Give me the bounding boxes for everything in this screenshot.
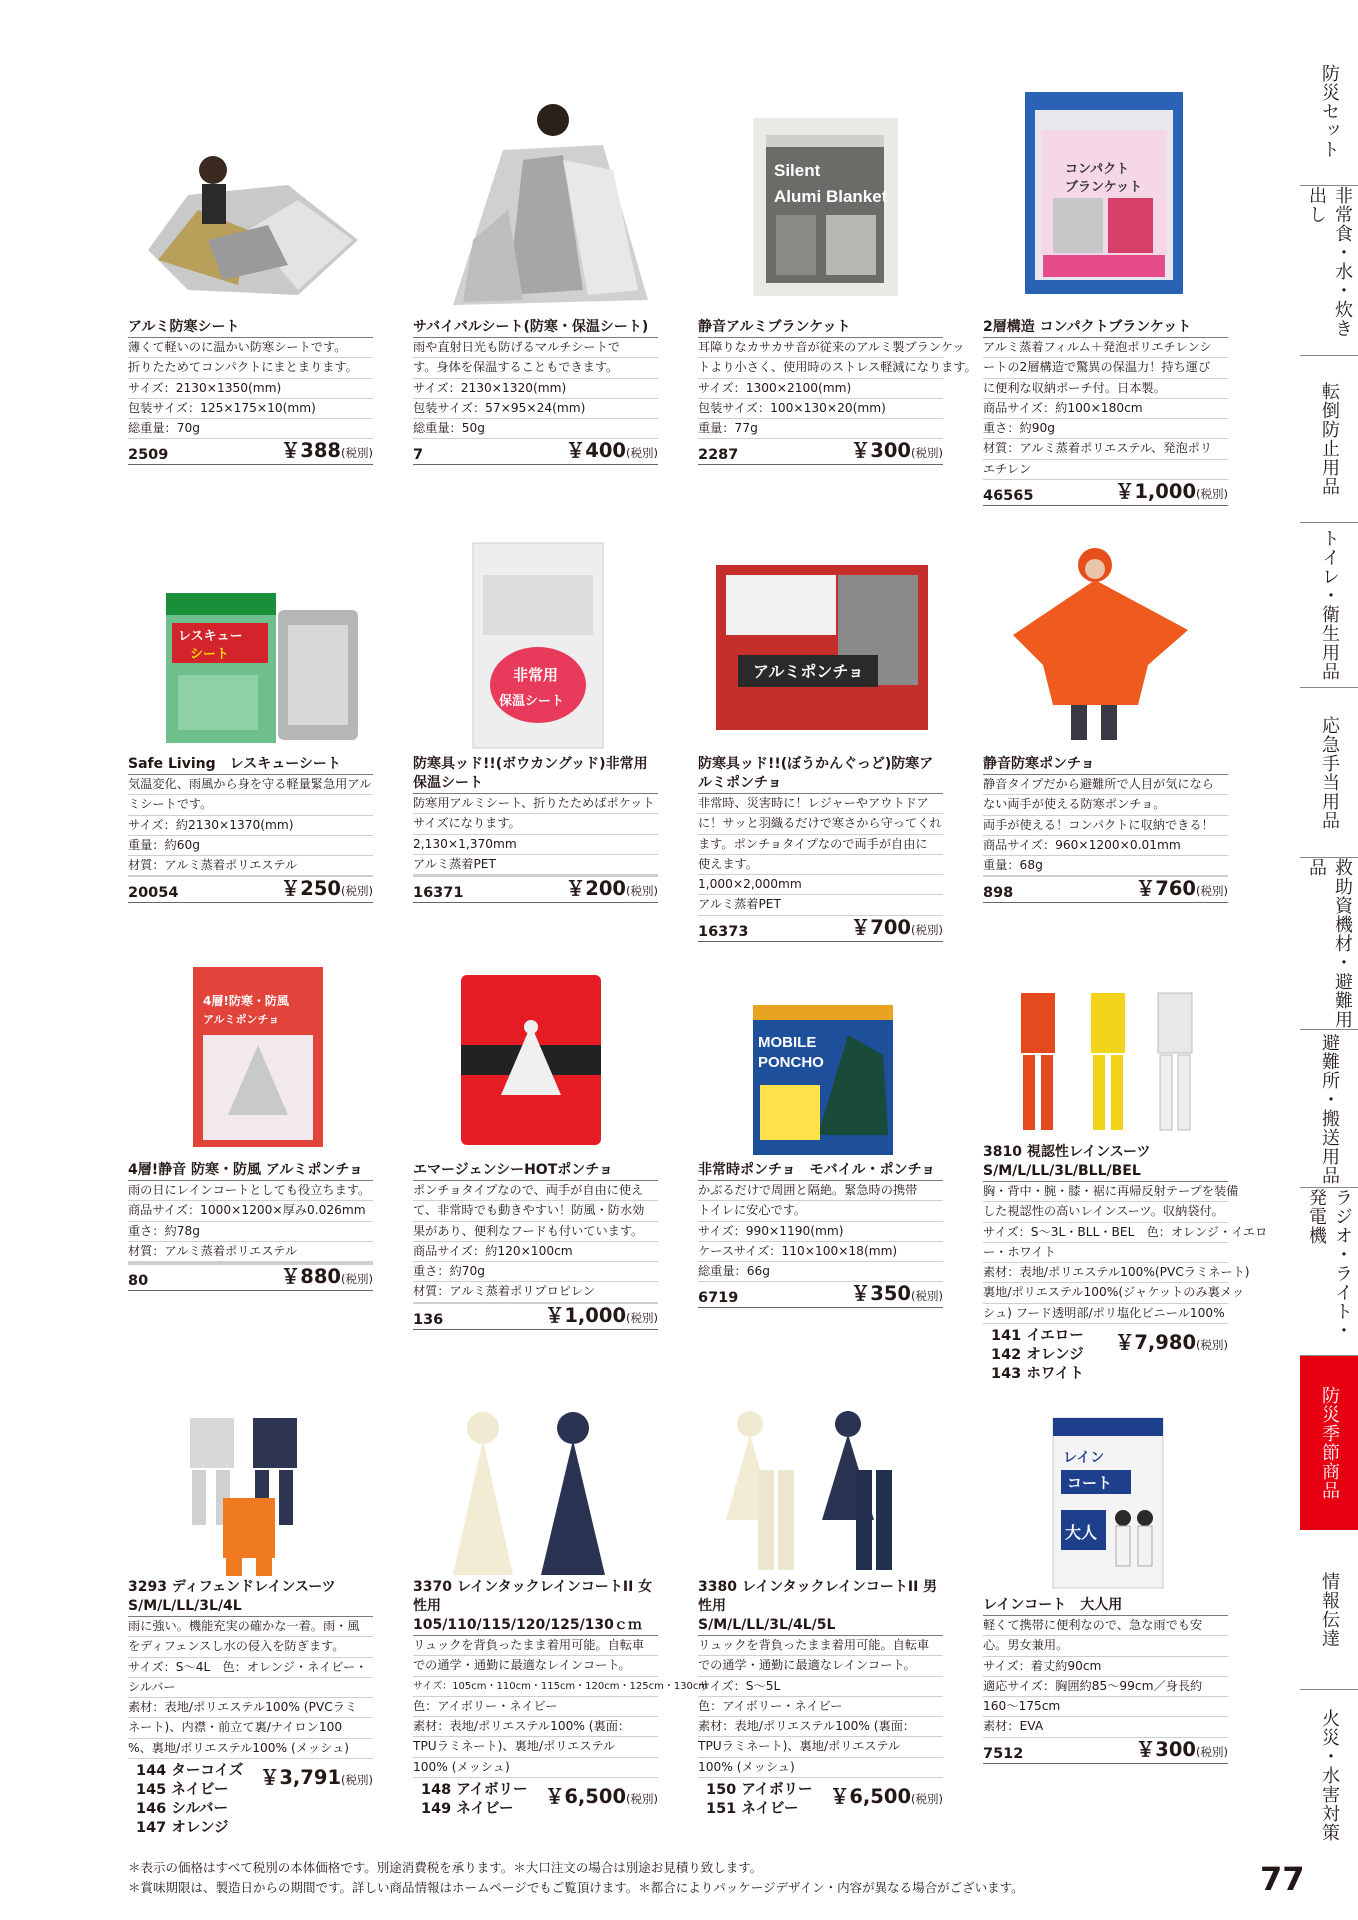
price-value: ￥350: [850, 1282, 912, 1306]
tab-seasonal-items[interactable]: [1300, 1356, 1358, 1530]
product-desc-line: 素材：表地/ポリエステル100% (PVCラミ: [128, 1698, 373, 1718]
tab-label: 応急手当用品: [1319, 715, 1340, 830]
tax-label: (税別): [341, 446, 373, 461]
product-desc-line: シュ) フード透明部/ポリ塩化ビニール100%: [983, 1304, 1228, 1324]
product-image-silent-blanket: [698, 90, 943, 318]
price-row: [413, 877, 658, 903]
product-desc-line: アルミ蒸着フィルム＋発泡ポリエチレンシ: [983, 338, 1228, 358]
product-desc-line: トより小さく、使用時のストレス軽減になります。: [698, 358, 943, 378]
product-image-hot-poncho: [413, 965, 658, 1161]
product-desc-line: 使えます。: [698, 855, 943, 875]
product-name: エマージェンシーHOTポンチョ: [413, 1161, 658, 1181]
product-name: 3380 レインタックレインコートII 男性用: [698, 1579, 938, 1614]
variant-item: 141 イエロー: [991, 1328, 1084, 1345]
price-value: ￥1,000: [1114, 480, 1197, 504]
price: [281, 1261, 373, 1289]
product-name: Safe Living レスキューシート: [128, 755, 373, 775]
tab-label: 火災・水害対策: [1319, 1708, 1340, 1842]
product-desc-line: ートの2層構造で驚異の保温力！持ち運び: [983, 358, 1228, 378]
product-desc-line: リュックを背負ったまま着用可能。自転車: [698, 1636, 943, 1656]
product-desc-line: 100% (メッシュ): [698, 1758, 943, 1778]
price: [851, 435, 943, 463]
price-value: ￥250: [280, 877, 342, 901]
product-desc-line: 色：アイボリー・ネイビー: [413, 1697, 658, 1717]
tab-disaster-set[interactable]: [1300, 38, 1358, 186]
package-label: 非常用: [513, 666, 559, 684]
tax-label: (税別): [911, 1289, 943, 1304]
product-desc-line: での通学・通勤に最適なレインコート。: [413, 1656, 658, 1676]
variant-item: 148 アイボリー: [421, 1782, 528, 1799]
product-desc-line: 雨に強い。機能充実の確かな一着。雨・風: [128, 1617, 373, 1637]
product-name: 3810 視認性レインスーツ: [983, 1144, 1151, 1160]
variant-item: 146 シルバー: [136, 1801, 228, 1818]
footer-notes: [128, 1858, 1024, 1898]
product-desc-line: TPUラミネート)、裏地/ポリエステル: [698, 1737, 943, 1757]
price-row: [413, 439, 658, 465]
product-desc-line: ない両手が使える防寒ポンチョ。: [983, 795, 1228, 815]
price: [851, 912, 943, 940]
price-value: ￥400: [565, 439, 627, 463]
product-name: 2層構造 コンパクトブランケット: [983, 318, 1228, 338]
product-desc-line: 総重量：50g: [413, 419, 658, 439]
tax-label: (税別): [626, 884, 658, 899]
product-desc-line: 材質：アルミ蒸着ポリプロピレン: [413, 1282, 658, 1302]
product-desc-line: した視認性の高いレインスーツ。収納袋付。: [983, 1202, 1228, 1222]
tax-label: (税別): [911, 922, 943, 937]
product-desc-line: 適応サイズ：胸囲約85〜99cm／身長約: [983, 1677, 1228, 1697]
price: [566, 435, 658, 463]
product-desc-line: かぶるだけで周囲と隔絶。緊急時の携帯: [698, 1181, 943, 1201]
product-desc-line: サイズ：着丈約90cm: [983, 1657, 1228, 1677]
product-desc-line: TPUラミネート)、裏地/ポリエステル: [413, 1737, 658, 1757]
product-desc-line: 軽くて携帯に便利なので、急な雨でも安: [983, 1616, 1228, 1636]
product-image-mens-raincoat: [698, 1400, 943, 1578]
tab-communication[interactable]: [1300, 1530, 1358, 1690]
product-desc-line: 材質：アルミ蒸着ポリエステル: [128, 1242, 373, 1262]
product-code: 6719: [698, 1290, 739, 1307]
price-value: ￥3,791: [259, 1766, 342, 1790]
package-label: シート: [190, 647, 230, 662]
product-desc-line: 薄くて軽いのに温かい防寒シートです。: [128, 338, 373, 358]
price-row: [983, 1324, 1228, 1384]
tab-label: 情報伝達: [1319, 1571, 1340, 1648]
product-name-sizes: S/M/L/LL/3L/4L/5L: [698, 1616, 943, 1636]
product-desc-line: エチレン: [983, 460, 1228, 480]
tax-label: (税別): [626, 446, 658, 461]
product-desc-line: サイズ：約2130×1370(mm): [128, 816, 373, 836]
product-image-defend-rainsuit: [128, 1400, 373, 1578]
product-code: 2509: [128, 447, 169, 464]
tab-label: 避難所・搬送用品: [1319, 1032, 1340, 1185]
product-desc-line: 商品サイズ：約120×100cm: [413, 1242, 658, 1262]
product-name: 3293 ディフェンドレインスーツ: [128, 1579, 336, 1595]
price-value: ￥300: [850, 439, 912, 463]
product-desc-line: 心。男女兼用。: [983, 1636, 1228, 1656]
price: [1115, 1327, 1228, 1355]
package-label: コンパクト: [1065, 162, 1130, 177]
product-image-thermal-sheet: [413, 535, 658, 755]
product-desc-line: 2,130×1,370mm: [413, 835, 658, 855]
product-code: 16373: [698, 923, 749, 940]
tab-label: ラジオ・ライト・発電機: [1306, 1188, 1353, 1340]
product-desc-line: 包装サイズ：125×175×10(mm): [128, 399, 373, 419]
tax-label: (税別): [341, 1272, 373, 1287]
tax-label: (税別): [1196, 884, 1228, 899]
variant-item: 142 オレンジ: [991, 1347, 1084, 1364]
product-desc-line: 素材：表地/ポリエステル100%(PVCラミネート): [983, 1263, 1228, 1283]
product-desc-line: 商品サイズ：約100×180cm: [983, 399, 1228, 419]
product-desc-line: 総重量：70g: [128, 419, 373, 439]
package-label: Alumi Blanket: [774, 187, 888, 206]
product-image-4layer-poncho: [128, 965, 373, 1161]
product-desc-line: て、非常時でも動きやすい！防風・防水効: [413, 1201, 658, 1221]
product-desc-line: リュックを背負ったまま着用可能。自転車: [413, 1636, 658, 1656]
package-label: アルミポンチョ: [753, 662, 864, 681]
product-desc-line: サイズ：S〜3L・BLL・BEL 色：オレンジ・イエロ: [983, 1223, 1228, 1243]
tab-radio-light[interactable]: [1300, 1188, 1358, 1356]
product-code: 7512: [983, 1745, 1024, 1762]
product-desc-line: 果があり、便利なフードも付いています。: [413, 1222, 658, 1242]
tab-label: 救助資機材・避難用品: [1306, 858, 1353, 1029]
product-image-mobile-poncho: [698, 965, 943, 1161]
price: [260, 1762, 373, 1790]
footer-note: ＊表示の価格はすべて税別の本体価格です。別途消費税を承ります。＊大口注文の場合は別途お見積り致します。: [128, 1860, 763, 1875]
tax-label: (税別): [341, 884, 373, 899]
product-desc-line: %、裏地/ポリエステル100% (メッシュ): [128, 1739, 373, 1759]
package-label: アルミポンチョ: [203, 1013, 280, 1026]
product-desc-line: をディフェンスし水の侵入を防ぎます。: [128, 1637, 373, 1657]
tax-label: (税別): [911, 1792, 943, 1807]
product-desc-line: 素材：表地/ポリエステル100% (裏面：: [698, 1717, 943, 1737]
price-row: [128, 439, 373, 465]
product-name: 3370 レインタックレインコートII 女性用: [413, 1579, 653, 1614]
price-value: ￥1,000: [544, 1303, 627, 1327]
product-desc-line: 160〜175cm: [983, 1697, 1228, 1717]
variant-list: [698, 1781, 813, 1819]
product-image-silent-poncho: [983, 535, 1228, 755]
tax-label: (税別): [1196, 1338, 1228, 1353]
product-desc-line: サイズ：S〜5L: [698, 1677, 943, 1697]
price-value: ￥760: [1135, 877, 1197, 901]
product-desc-line: す。身体を保温することもできます。: [413, 358, 658, 378]
tab-emergency-food[interactable]: [1300, 186, 1358, 356]
variant-list: [128, 1762, 243, 1838]
variant-item: 149 ネイビー: [421, 1801, 514, 1818]
product-desc-line: 折りたためてコンパクトにまとまります。: [128, 358, 373, 378]
price-row: [413, 1778, 658, 1819]
package-label: Silent: [774, 161, 821, 180]
product-desc-line: サイズ：990×1190(mm): [698, 1222, 943, 1242]
product-image-visibility-rainsuit: [983, 965, 1228, 1143]
product-desc-line: に便利な収納ポーチ付。日本製。: [983, 379, 1228, 399]
product-code: 46565: [983, 488, 1034, 505]
price: [281, 435, 373, 463]
price-row: [983, 1738, 1228, 1764]
price-value: ￥7,980: [1114, 1331, 1197, 1355]
product-desc-line: トイレに安心です。: [698, 1201, 943, 1221]
variant-list: [413, 1781, 528, 1819]
price-value: ￥200: [565, 877, 627, 901]
product-image-compact-blanket: [983, 90, 1228, 318]
tab-rescue-equipment[interactable]: [1300, 858, 1358, 1030]
product-desc-line: 雨の日にレインコートとしても役立ちます。: [128, 1181, 373, 1201]
product-name: 静音防寒ポンチョ: [983, 755, 1228, 775]
product-desc-line: ポンチョタイプなので、両手が自由に使え: [413, 1181, 658, 1201]
product-desc-line: での通学・通勤に最適なレインコート。: [698, 1656, 943, 1676]
product-name-sizes: S/M/L/LL/3L/4L: [128, 1597, 373, 1617]
product-desc-line: サイズになります。: [413, 814, 658, 834]
variant-item: 151 ネイビー: [706, 1801, 799, 1818]
price-row: [128, 877, 373, 903]
tax-label: (税別): [1196, 487, 1228, 502]
price-value: ￥6,500: [829, 1785, 912, 1809]
product-desc-line: 雨や直射日光も防げるマルチシートで: [413, 338, 658, 358]
product-code: 2287: [698, 447, 739, 464]
tab-fire-flood[interactable]: [1300, 1690, 1358, 1860]
product-name-sizes: S/M/L/LL/3L/BLL/BEL: [983, 1162, 1228, 1182]
product-desc-line: サイズ：1300×2100(mm): [698, 379, 943, 399]
product-code: 136: [413, 1311, 444, 1328]
product-code: 16371: [413, 885, 464, 902]
tab-label: 転倒防止用品: [1319, 382, 1340, 496]
product-desc-line: サイズ：105cm・110cm・115cm・120cm・125cm・130cm: [413, 1677, 658, 1697]
price: [566, 873, 658, 901]
product-image-aluminum-sheet: [128, 90, 373, 318]
product-desc-line: 商品サイズ：960×1200×0.01mm: [983, 836, 1228, 856]
product-desc-line: 材質：アルミ蒸着ポリエステル、発泡ポリ: [983, 439, 1228, 459]
tab-shelter-transport[interactable]: [1300, 1030, 1358, 1188]
price-value: ￥6,500: [544, 1785, 627, 1809]
price-row: [983, 480, 1228, 506]
variant-item: 147 オレンジ: [136, 1820, 229, 1837]
product-image-survival-sheet: [413, 90, 658, 318]
product-desc-line: サイズ：2130×1350(mm): [128, 379, 373, 399]
tax-label: (税別): [626, 1792, 658, 1807]
product-desc-line: に！サッと羽織るだけで寒さから守ってくれ: [698, 814, 943, 834]
page-number: 77: [1260, 1860, 1305, 1898]
product-desc-line: サイズ：2130×1320(mm): [413, 379, 658, 399]
product-desc-line: ー・ホワイト: [983, 1243, 1228, 1263]
tax-label: (税別): [341, 1773, 373, 1788]
product-desc-line: 耳障りなカサカサ音が従来のアルミ製ブランケッ: [698, 338, 943, 358]
price-row: [698, 1778, 943, 1819]
product-desc-line: 重さ：約70g: [413, 1262, 658, 1282]
price: [830, 1781, 943, 1809]
price-row: [698, 439, 943, 465]
product-code: 898: [983, 885, 1014, 902]
package-label: 保温シート: [499, 694, 565, 709]
price-value: ￥300: [1135, 1737, 1197, 1761]
product-code: 7: [413, 447, 424, 464]
product-name: レインコート 大人用: [983, 1596, 1228, 1616]
product-desc-line: 重さ：約78g: [128, 1222, 373, 1242]
tab-label: トイレ・衛生用品: [1319, 529, 1340, 681]
price-value: ￥700: [850, 915, 912, 939]
tab-label: 防災セット: [1319, 64, 1340, 159]
product-desc-line: ミシートです。: [128, 795, 373, 815]
product-desc-line: 両手が使える！コンパクトに収納できる！: [983, 816, 1228, 836]
tab-label: 非常食・水・炊き出し: [1306, 186, 1353, 338]
product-desc-line: アルミ蒸着PET: [413, 855, 658, 875]
product-image-rescue-sheet: [128, 535, 373, 755]
package-label: PONCHO: [758, 1054, 824, 1071]
price: [545, 1781, 658, 1809]
price: [1136, 873, 1228, 901]
price: [281, 873, 373, 901]
product-desc-line: 重量：約60g: [128, 836, 373, 856]
package-label: ブランケット: [1065, 180, 1143, 195]
product-name: 非常時ポンチョ モバイル・ポンチョ: [698, 1161, 943, 1181]
variant-item: 144 ターコイズ: [136, 1763, 244, 1780]
price-value: ￥388: [280, 439, 342, 463]
tab-label: 防災季節商品: [1319, 1386, 1340, 1500]
package-label: 大人: [1065, 1523, 1098, 1542]
product-code: 80: [128, 1273, 149, 1290]
tax-label: (税別): [1196, 1744, 1228, 1759]
package-label: MOBILE: [758, 1034, 817, 1051]
product-desc-line: 素材：EVA: [983, 1717, 1228, 1737]
tax-label: (税別): [911, 446, 943, 461]
product-desc-line: 気温変化、雨風から身を守る軽量緊急用アル: [128, 775, 373, 795]
product-desc-line: アルミ蒸着PET: [698, 895, 943, 915]
product-desc-line: 包装サイズ：57×95×24(mm): [413, 399, 658, 419]
product-desc-line: サイズ：S〜4L 色：オレンジ・ネイビー・: [128, 1658, 373, 1678]
price-row: [128, 1759, 373, 1838]
variant-item: 145 ネイビー: [136, 1782, 229, 1799]
product-desc-line: 胸・背中・腕・膝・裾に再帰反射テープを装備: [983, 1182, 1228, 1202]
product-desc-line: ネート)、内襟・前立て裏/ナイロン100: [128, 1718, 373, 1738]
product-name-sizes: 105/110/115/120/125/130ｃｍ: [413, 1616, 658, 1636]
price-row: [698, 916, 943, 942]
category-tabs: [1300, 38, 1358, 1860]
product-desc-line: 重量：68g: [983, 856, 1228, 876]
product-name: 4層!静音 防寒・防風 アルミポンチョ: [128, 1161, 373, 1181]
tab-first-aid[interactable]: [1300, 688, 1358, 858]
price-value: ￥880: [280, 1265, 342, 1289]
product-desc-line: 商品サイズ：1000×1200×厚み0.026mm: [128, 1201, 373, 1221]
product-desc-line: 静音タイプだから避難所で人目が気になら: [983, 775, 1228, 795]
price: [545, 1300, 658, 1328]
price-row: [983, 877, 1228, 903]
product-desc-line: ます。ポンチョタイプなので両手が自由に: [698, 835, 943, 855]
product-desc-line: 重量：77g: [698, 419, 943, 439]
product-desc-line: 重さ：約90g: [983, 419, 1228, 439]
variant-list: [983, 1327, 1084, 1384]
product-desc-line: 総重量：66g: [698, 1262, 943, 1282]
price: [851, 1278, 943, 1306]
product-image-aluminum-poncho: [698, 535, 943, 755]
tab-fall-prevention[interactable]: [1300, 356, 1358, 523]
package-label: 4層!防寒・防風: [203, 994, 289, 1008]
product-desc-line: 防寒用アルミシート、折りたためばポケット: [413, 794, 658, 814]
product-desc-line: 100% (メッシュ): [413, 1758, 658, 1778]
footer-note: ＊賞味期限は、製造日からの期間です。詳しい商品情報はホームページでもご覧頂けます。＊都合によりパッケージデザイン・内容が異なる場合がございます。: [128, 1880, 1024, 1895]
price: [1115, 476, 1228, 504]
product-code: 20054: [128, 885, 179, 902]
price: [1136, 1734, 1228, 1762]
package-label: レイン: [1063, 1450, 1105, 1466]
product-desc-line: 包装サイズ：100×130×20(mm): [698, 399, 943, 419]
product-desc-line: 素材：表地/ポリエステル100% (裏面：: [413, 1717, 658, 1737]
product-image-womens-raincoat: [413, 1400, 658, 1578]
tab-toilet-hygiene[interactable]: [1300, 523, 1358, 688]
tax-label: (税別): [626, 1310, 658, 1325]
product-name: サバイバルシート(防寒・保温シート): [413, 318, 658, 338]
product-desc-line: 非常時、災害時に！レジャーやアウトドア: [698, 794, 943, 814]
price-row: [413, 1304, 658, 1330]
product-desc-line: ケースサイズ：110×100×18(mm): [698, 1242, 943, 1262]
product-image-adult-raincoat: [983, 1400, 1228, 1596]
package-label: コート: [1067, 1474, 1113, 1492]
product-name: 防寒具ッド!!(ぼうかんぐっど)防寒アルミポンチョ: [698, 755, 943, 794]
product-desc-line: 色：アイボリー・ネイビー: [698, 1697, 943, 1717]
product-desc-line: 材質：アルミ蒸着ポリエステル: [128, 856, 373, 876]
product-name: アルミ防寒シート: [128, 318, 373, 338]
product-desc-line: シルバー: [128, 1678, 373, 1698]
product-name: 静音アルミブランケット: [698, 318, 943, 338]
variant-item: 143 ホワイト: [991, 1366, 1084, 1383]
price-row: [128, 1265, 373, 1291]
product-desc-line: 裏地/ポリエステル100%(ジャケットのみ裏メッ: [983, 1283, 1228, 1303]
variant-item: 150 アイボリー: [706, 1782, 813, 1799]
product-name: 防寒具ッド!!(ボウカングッド)非常用保温シート: [413, 755, 658, 794]
price-row: [698, 1282, 943, 1308]
package-label: レスキュー: [178, 629, 243, 644]
product-desc-line: 1,000×2,000mm: [698, 875, 943, 895]
